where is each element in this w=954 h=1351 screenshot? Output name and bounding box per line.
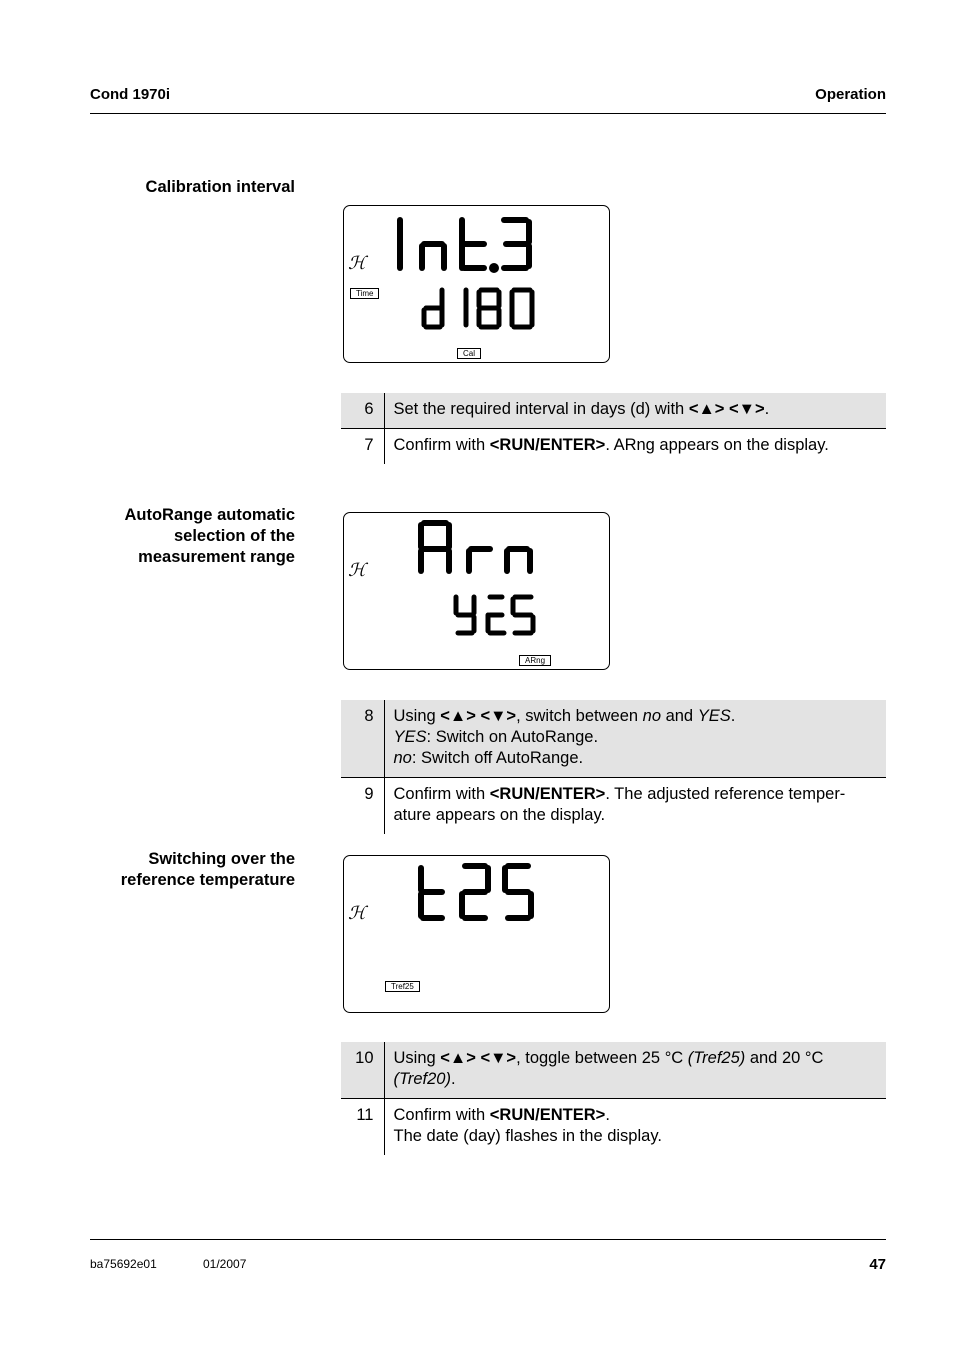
steps-table-reference-temperature: [341, 1042, 886, 1155]
table-row: [341, 1042, 886, 1099]
section-title-autorange: AutoRange automatic selection of the measurement range: [124, 506, 295, 566]
lcd-display-autorange: [343, 512, 610, 670]
lcd-tag-cal: Cal: [457, 348, 481, 359]
probe-icon: ℋ: [348, 253, 366, 274]
step-text: Confirm with <RUN/ENTER>. ARng appears on the display.: [384, 429, 886, 465]
lcd-segments-int3-d180: [344, 206, 611, 364]
step-number: 9: [341, 778, 384, 835]
step-text: Confirm with <RUN/ENTER>. The adjusted reference temper- ature appears on the display.: [384, 778, 886, 835]
page-number: 47: [869, 1256, 886, 1273]
step-text: Using <▲> <▼>, toggle between 25 °C (Tref25) and 20 °C (Tref20).: [384, 1042, 886, 1099]
running-header-title: Cond 1970i: [90, 86, 171, 103]
section-title-calibration-interval: Calibration interval: [145, 178, 295, 196]
steps-table-autorange: [341, 700, 886, 834]
lcd-display-reference-temperature: [343, 855, 610, 1013]
footer-rule: [90, 1239, 886, 1240]
table-row: [341, 778, 886, 835]
step-text: Using <▲> <▼>, switch between no and YES. YES: Switch on AutoRange. no: Switch off AutoRange.: [384, 700, 886, 778]
table-row: [341, 1099, 886, 1156]
running-header-section: Operation: [815, 86, 886, 103]
step-number: 6: [341, 393, 384, 429]
probe-icon: ℋ: [348, 560, 366, 581]
section-title-reference-temperature: Switching over the reference temperature: [120, 850, 295, 889]
document-date: 01/2007: [203, 1257, 247, 1271]
lcd-segments-arn-yes: [344, 513, 611, 671]
step-number: 8: [341, 700, 384, 778]
step-number: 11: [341, 1099, 384, 1156]
steps-table-calibration-interval: [341, 393, 886, 464]
table-row: [341, 393, 886, 429]
lcd-tag-time: Time: [350, 288, 379, 299]
step-number: 7: [341, 429, 384, 465]
header-rule: [90, 113, 886, 114]
table-row: [341, 429, 886, 465]
probe-icon: ℋ: [348, 903, 366, 924]
lcd-tag-tref25: Tref25: [385, 981, 420, 992]
table-row: [341, 700, 886, 778]
step-number: 10: [341, 1042, 384, 1099]
step-text: Confirm with <RUN/ENTER>. The date (day) flashes in the display.: [384, 1099, 886, 1156]
document-number: ba75692e01: [90, 1257, 157, 1271]
step-text: Set the required interval in days (d) with <▲> <▼>.: [384, 393, 886, 429]
lcd-display-calibration-interval: [343, 205, 610, 363]
lcd-tag-arng: ARng: [519, 655, 551, 666]
